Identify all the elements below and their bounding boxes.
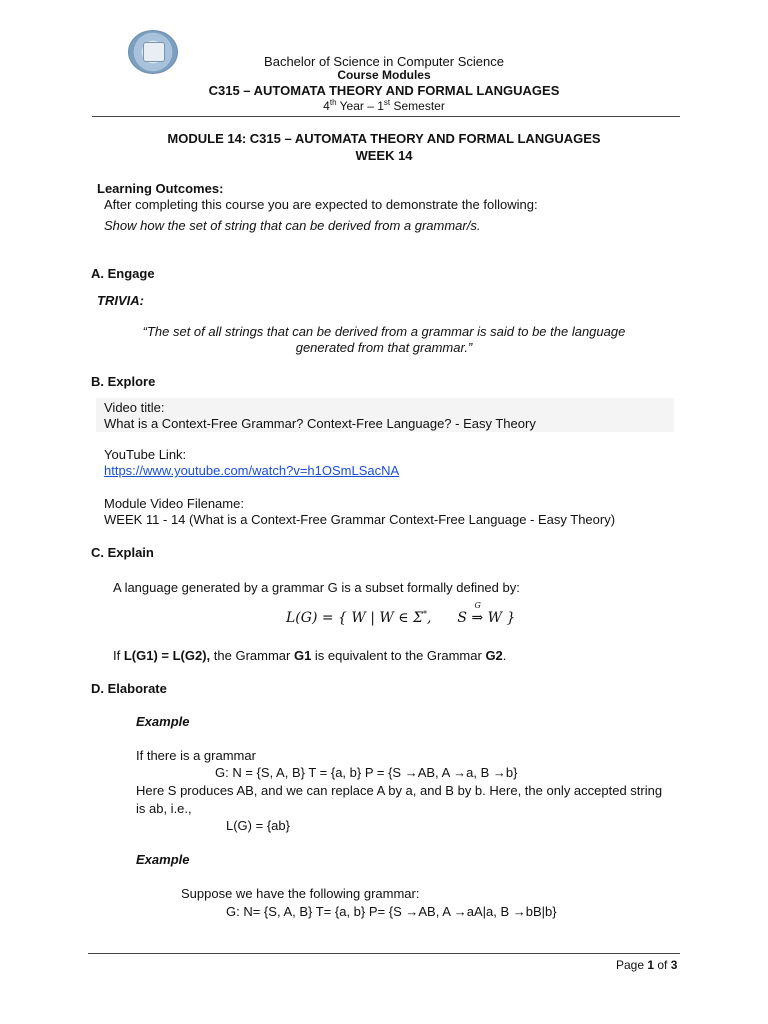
learning-outcomes-heading: Learning Outcomes: <box>97 181 224 196</box>
example2-line1: Suppose we have the following grammar: <box>181 886 420 901</box>
youtube-link[interactable]: https://www.youtube.com/watch?v=h1OSmLSacNA <box>104 463 400 478</box>
formula-right: W } <box>487 610 516 626</box>
arrow-grammar-label: G <box>474 601 481 610</box>
learning-outcomes-intro: After completing this course you are expected to demonstrate the following: <box>104 197 538 212</box>
youtube-link-label: YouTube Link: <box>104 447 187 462</box>
equiv-mid: the Grammar <box>210 648 294 663</box>
youtube-link-container <box>104 463 399 478</box>
formula-comma: , <box>426 610 432 626</box>
total-pages: 3 <box>670 958 678 972</box>
course-modules-label: Course Modules <box>337 68 431 82</box>
current-page: 1 <box>647 958 655 972</box>
equiv-g1: G1 <box>293 648 312 663</box>
example1-explanation: Here S produces AB, and we can replace A by a, and B by b. Here, the only accepted string <box>136 783 663 798</box>
module-title: MODULE 14: C315 – AUTOMATA THEORY AND FORMAL LANGUAGES <box>167 131 601 146</box>
learning-outcome-item: Show how the set of string that can be derived from a grammar/s. <box>104 218 481 233</box>
semester-suffix: st <box>383 98 391 107</box>
page-number <box>616 958 677 972</box>
equivalence-statement <box>113 648 506 663</box>
example1-grammar: G: N = {S, A, B} T = {a, b} P = {S →AB, A →a, B →b} <box>215 765 518 780</box>
elaborate-heading: D. Elaborate <box>91 681 167 696</box>
course-title: C315 – AUTOMATA THEORY AND FORMAL LANGUAGES <box>208 83 560 98</box>
trivia-label: TRIVIA: <box>97 293 144 308</box>
video-filename-label: Module Video Filename: <box>104 496 244 511</box>
formula-left: L(G) = { W | W ∈ Σ <box>286 610 423 626</box>
footer-divider <box>88 953 680 954</box>
module-week: WEEK 14 <box>355 148 413 163</box>
language-formula <box>286 601 516 626</box>
page-word: Page <box>616 958 648 972</box>
formula-star: * <box>422 609 427 619</box>
of-word: of <box>654 958 671 972</box>
explain-heading: C. Explain <box>91 545 154 560</box>
video-filename: WEEK 11 - 14 (What is a Context-Free Grammar Context-Free Language - Easy Theory) <box>104 512 616 527</box>
year-number: 4 <box>323 99 330 113</box>
arrow-glyph: ⇒ <box>471 610 484 626</box>
trivia-quote-line2: generated from that grammar.” <box>295 340 473 355</box>
explain-text: A language generated by a grammar G is a subset formally defined by: <box>113 580 520 595</box>
example1-language: L(G) = {ab} <box>226 818 290 833</box>
equiv-if: If <box>113 648 124 663</box>
derives-arrow-icon <box>471 601 484 626</box>
engage-heading: A. Engage <box>91 266 155 281</box>
trivia-quote-line1: “The set of all strings that can be derived from a grammar is said to be the language <box>142 324 626 339</box>
year-suffix: th <box>329 98 337 107</box>
example1-label: Example <box>136 714 190 729</box>
year-text: Year – 1 <box>336 99 384 113</box>
semester-text: Semester <box>390 99 445 113</box>
video-title: What is a Context-Free Grammar? Context-Free Language? - Easy Theory <box>104 416 536 431</box>
equiv-mid2: is equivalent to the Grammar <box>311 648 486 663</box>
program-name: Bachelor of Science in Computer Science <box>264 54 504 69</box>
formula-start-symbol: S <box>457 610 467 626</box>
year-semester <box>0 99 768 113</box>
example2-grammar: G: N= {S, A, B} T= {a, b} P= {S →AB, A →aA|a, B →bB|b} <box>226 904 557 919</box>
equiv-end: . <box>502 648 507 663</box>
example1-line1: If there is a grammar <box>136 748 256 763</box>
example2-label: Example <box>136 852 190 867</box>
equiv-condition: L(G1) = L(G2), <box>123 648 211 663</box>
header-divider <box>92 116 680 117</box>
explore-heading: B. Explore <box>91 374 156 389</box>
equiv-g2: G2 <box>485 648 503 663</box>
video-title-label: Video title: <box>104 400 165 415</box>
example1-explanation-cont: is ab, i.e., <box>136 801 192 816</box>
